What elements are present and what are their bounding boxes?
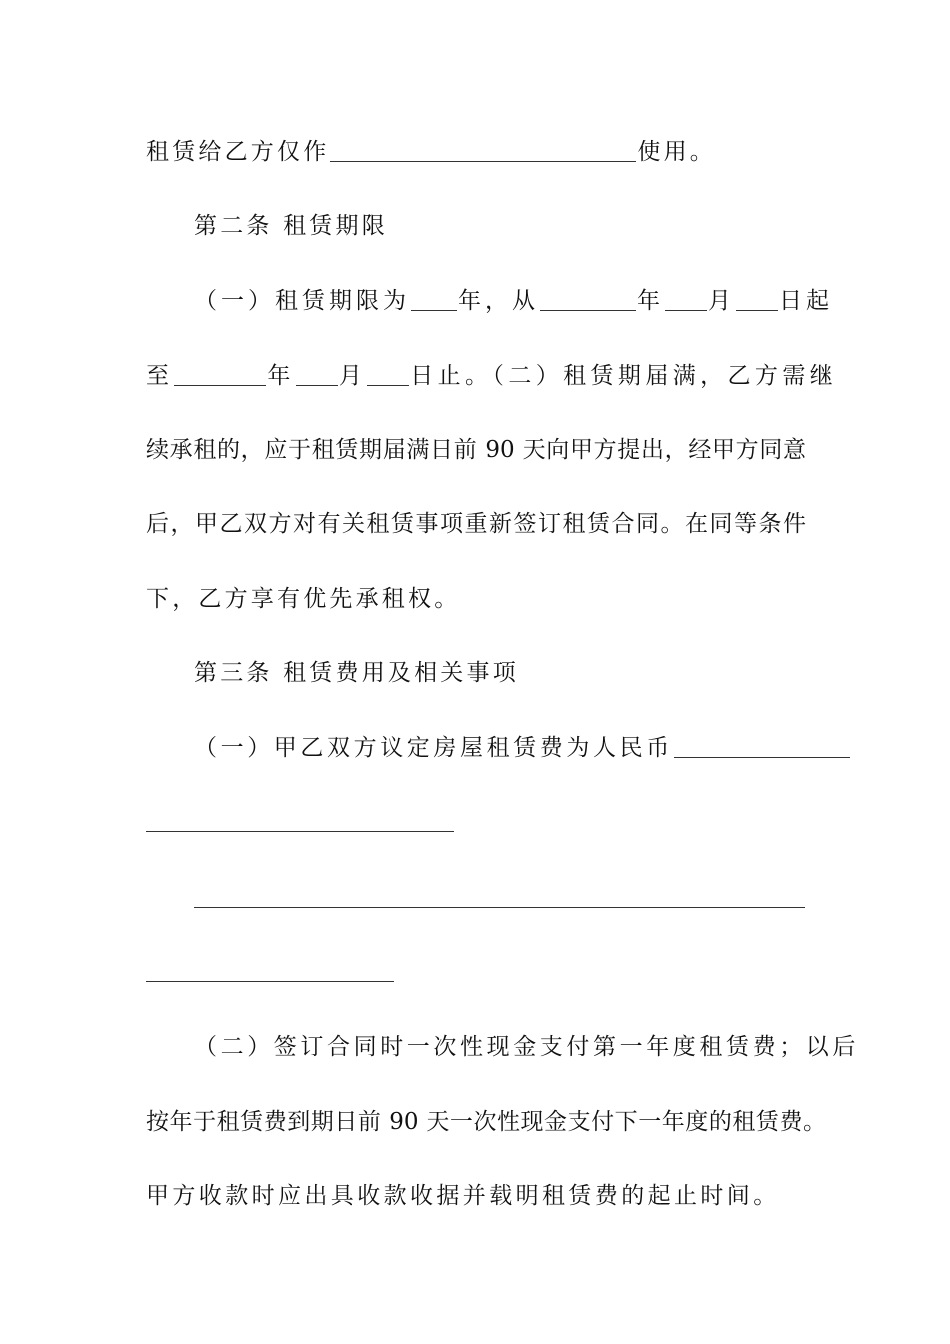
- usage-text-end: 使用。: [637, 139, 717, 165]
- end-month-blank[interactable]: [296, 363, 338, 386]
- rent-amount-line: [194, 730, 950, 766]
- article-2-heading: 第二条 租赁期限: [194, 213, 388, 239]
- article-3-heading: 第三条 租赁费用及相关事项: [194, 660, 519, 686]
- rent-amount-blank-2[interactable]: [146, 831, 454, 832]
- usage-blank[interactable]: [330, 139, 636, 162]
- start-day-blank[interactable]: [736, 288, 778, 311]
- usage-line: [146, 134, 950, 170]
- rent-amount-blank[interactable]: [674, 735, 850, 758]
- end-month-label: 月: [338, 363, 367, 389]
- term-year-from: 年，从: [458, 288, 539, 314]
- start-month-label: 月: [708, 288, 735, 314]
- usage-text-start: 租赁给乙方仅作: [146, 139, 330, 165]
- end-year-blank[interactable]: [174, 363, 266, 386]
- start-year-blank[interactable]: [540, 288, 636, 311]
- rent-amount-text: （一）甲乙双方议定房屋租赁费为人民币: [194, 735, 673, 761]
- payment-line-3: 甲方收款时应出具收款收据并载明租赁费的起止时间。: [146, 1183, 780, 1209]
- rent-amount-blank-4[interactable]: [146, 981, 394, 982]
- term-end-line: [146, 358, 950, 394]
- start-month-blank[interactable]: [665, 288, 707, 311]
- start-day-label: 日起: [779, 288, 833, 314]
- term-line: [194, 283, 950, 319]
- end-day-blank[interactable]: [367, 363, 409, 386]
- payment-line-1: （二）签订合同时一次性现金支付第一年度租赁费；以后: [194, 1034, 859, 1060]
- years-blank[interactable]: [411, 288, 457, 311]
- end-day-text: 日止。（二）租赁期届满，乙方需继: [410, 363, 838, 389]
- renewal-line-1: 续承租的，应于租赁期届满日前 90 天向甲方提出，经甲方同意: [146, 437, 806, 463]
- renewal-line-2: 后，甲乙双方对有关租赁事项重新签订租赁合同。在同等条件: [146, 511, 806, 537]
- start-year-label: 年: [637, 288, 664, 314]
- rent-amount-blank-3[interactable]: [194, 907, 805, 908]
- term-end-to: 至: [146, 363, 174, 389]
- term-text: （一）租赁期限为: [194, 288, 410, 314]
- renewal-line-3: 下，乙方享有优先承租权。: [146, 586, 461, 612]
- payment-line-2: 按年于租赁费到期日前 90 天一次性现金支付下一年度的租赁费。: [146, 1109, 826, 1135]
- end-year-label: 年: [267, 363, 295, 389]
